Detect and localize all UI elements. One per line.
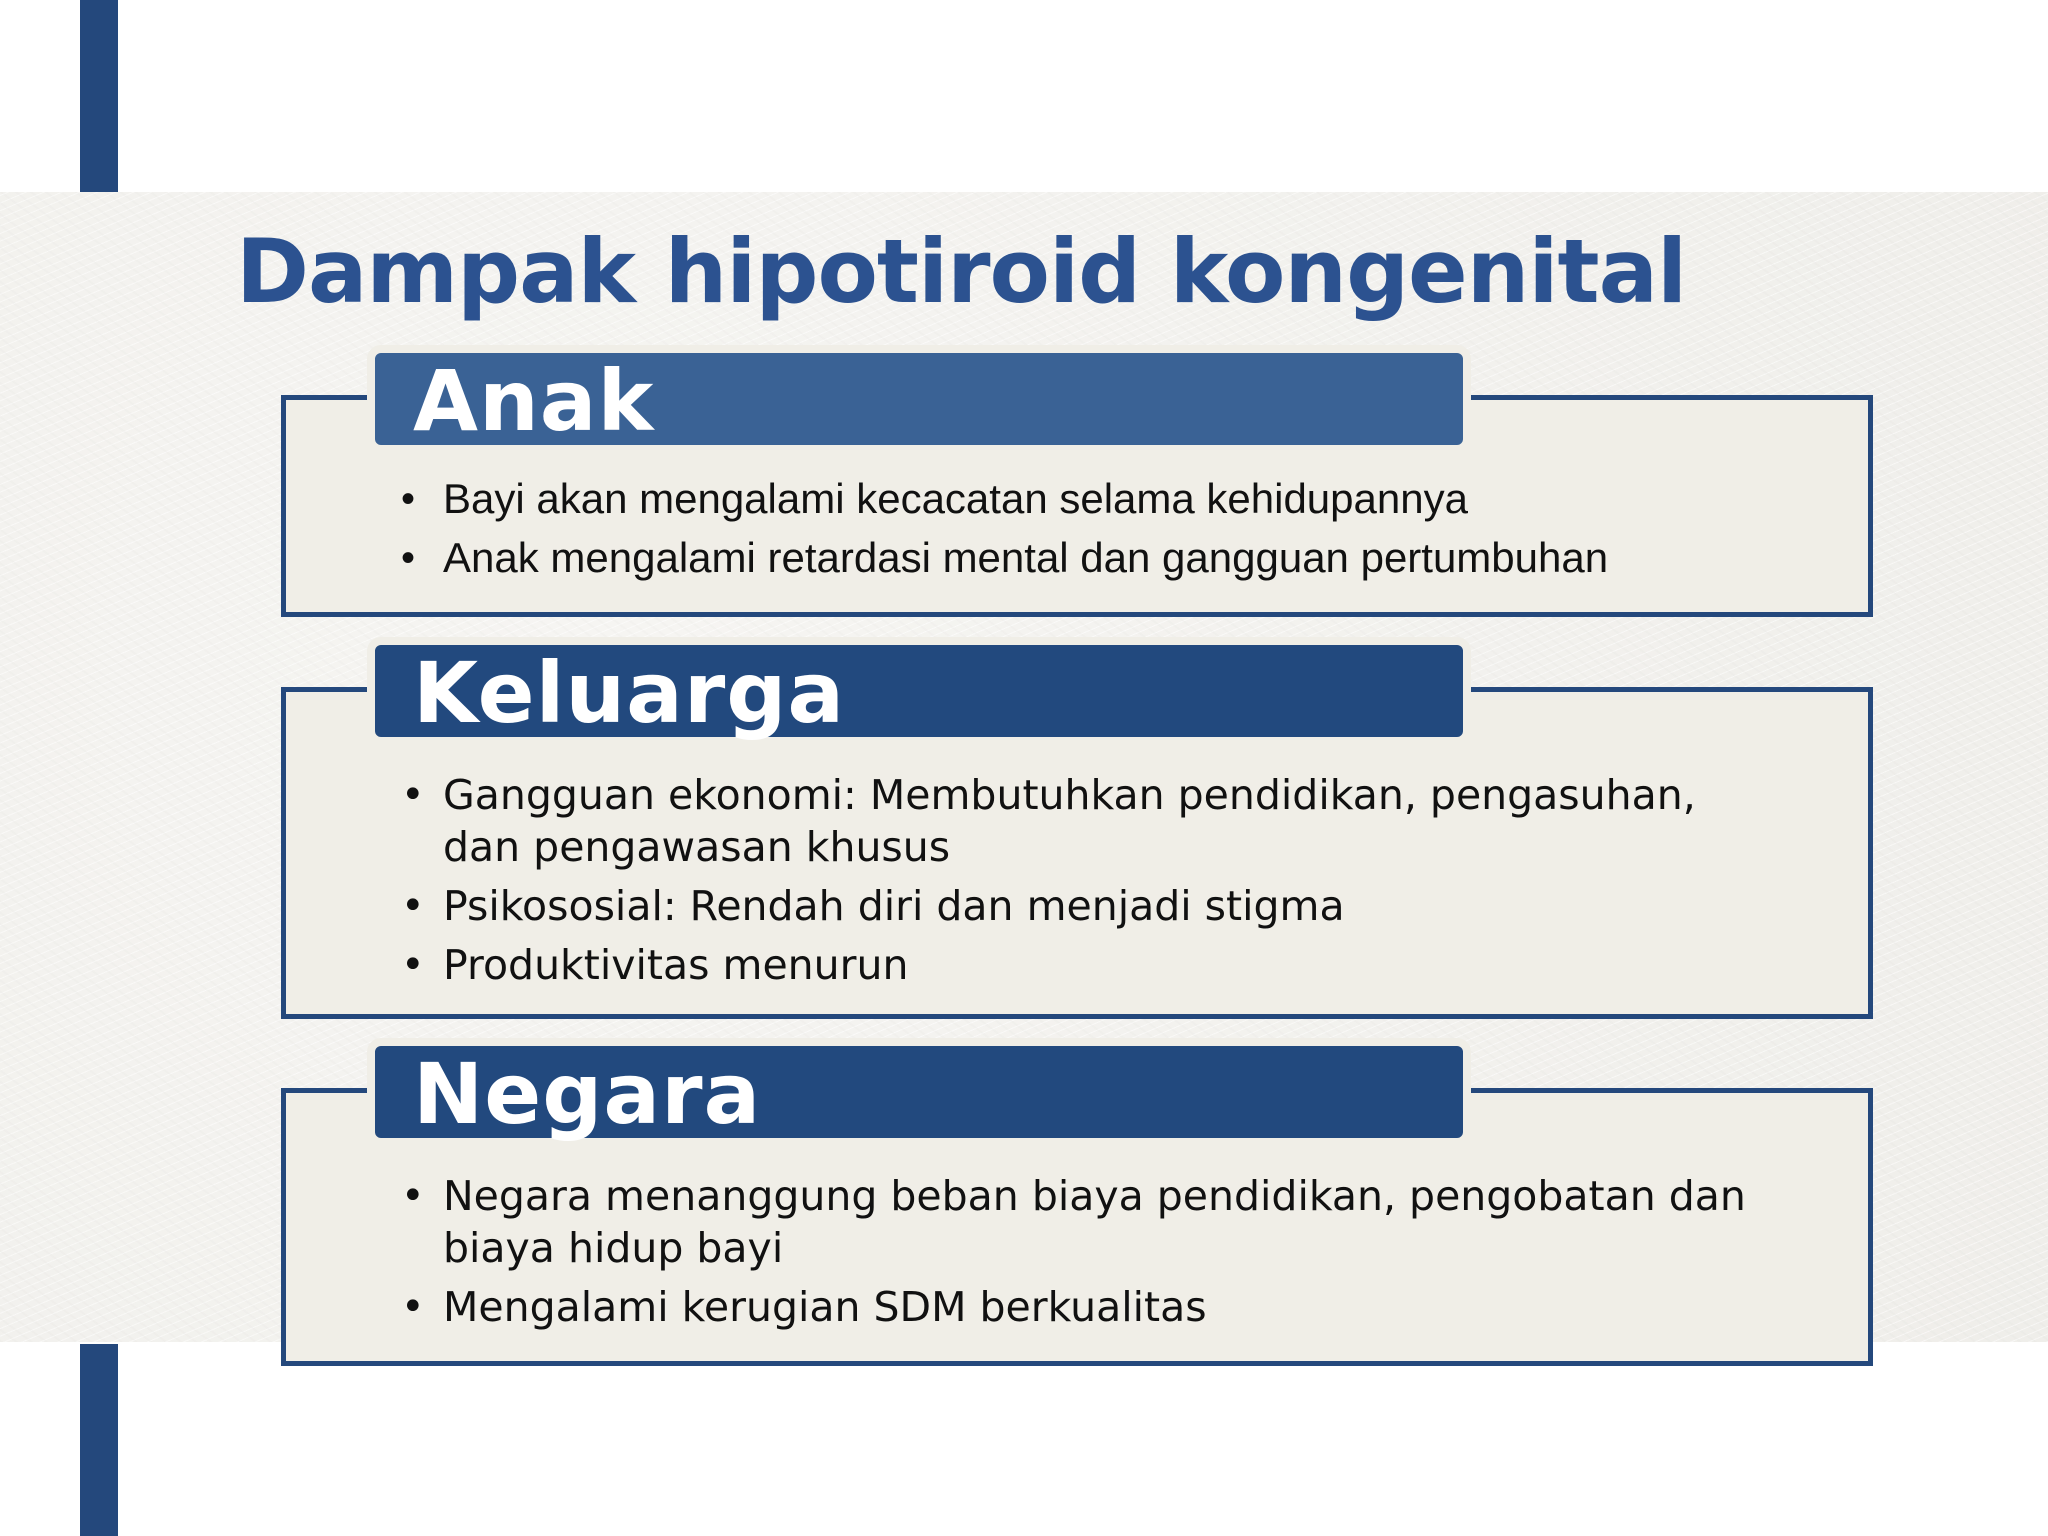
accent-bar-bottom (80, 1344, 118, 1536)
list-item: • Mengalami kerugian SDM berkualitas (401, 1283, 1207, 1331)
section-header (367, 1038, 1471, 1146)
accent-bar-top (80, 0, 118, 192)
section-keluarga (281, 637, 1877, 1022)
section-anak (281, 345, 1877, 620)
list-item: • Produktivitas menurun (401, 941, 909, 989)
bullet-icon: • (401, 477, 416, 521)
list-item: • Psikososial: Rendah diri dan menjadi stigma (401, 882, 1345, 930)
bullet-icon: • (401, 942, 425, 988)
bullet-icon: • (401, 1173, 425, 1219)
section-heading: Anak (413, 352, 655, 450)
bullet-list (401, 473, 1763, 591)
bullet-icon: • (401, 536, 416, 580)
section-header (367, 345, 1471, 453)
section-header (367, 637, 1471, 745)
list-item: • Anak mengalami retardasi mental dan gangguan pertumbuhan (401, 532, 1763, 584)
section-heading: Keluarga (413, 644, 846, 742)
list-item: • Bayi akan mengalami kecacatan selama kehidupannya (401, 473, 1763, 525)
bullet-list (401, 1170, 1763, 1340)
bullet-icon: • (401, 772, 425, 818)
bullet-icon: • (401, 1284, 425, 1330)
section-heading: Negara (413, 1045, 762, 1143)
bullet-icon: • (401, 883, 425, 929)
bullet-list (401, 769, 1763, 998)
list-item: • Gangguan ekonomi: Membutuhkan pendidikan, pengasuhan, dan pengawasan khusus (401, 771, 1696, 871)
list-item: • Negara menanggung beban biaya pendidikan, pengobatan dan biaya hidup bayi (401, 1172, 1746, 1272)
slide-title: Dampak hipotiroid kongenital (236, 220, 1687, 323)
section-negara (281, 1038, 1877, 1368)
